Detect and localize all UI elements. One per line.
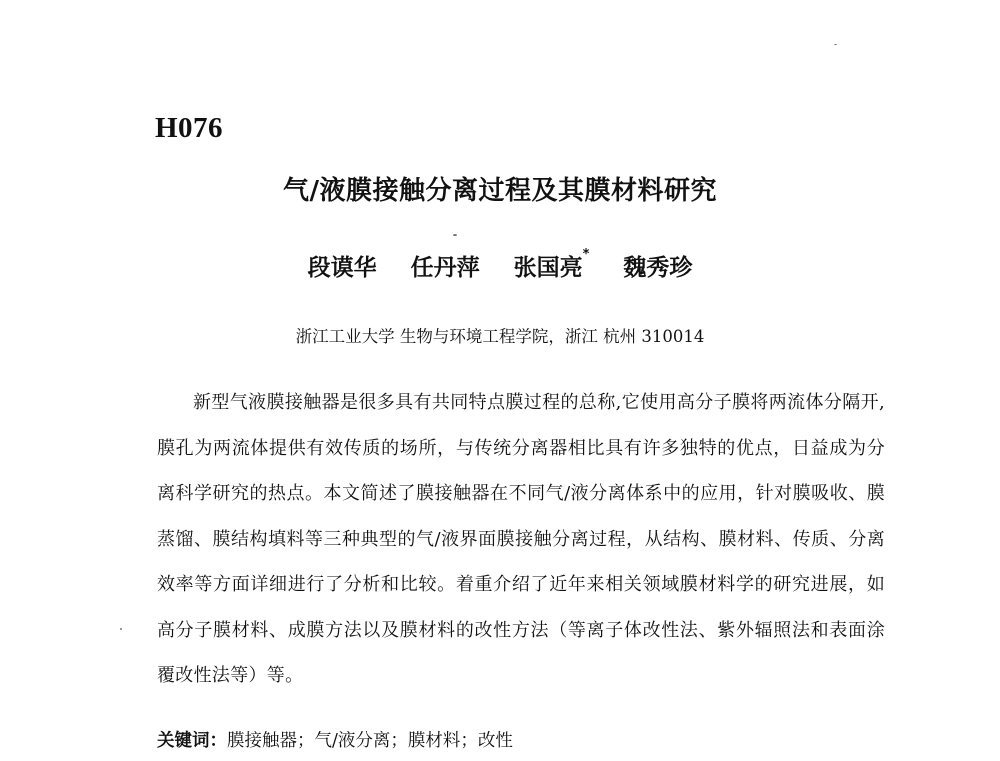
keywords-line [157, 727, 513, 752]
paper-code: H076 [155, 112, 224, 144]
corresponding-mark: * [582, 247, 590, 262]
scan-speck [453, 234, 457, 236]
affiliation: 浙江工业大学 生物与环境工程学院，浙江 杭州 310014 [295, 327, 705, 346]
author-name: 任丹萍 [410, 255, 480, 281]
author [308, 249, 377, 282]
scan-speck [120, 628, 122, 630]
author [514, 249, 590, 282]
author-list [0, 249, 1000, 282]
keywords-label: 关键词： [157, 731, 227, 751]
keywords-text: 膜接触器；气/液分离；膜材料；改性 [227, 731, 513, 751]
author [411, 249, 480, 282]
author-name: 段谟华 [307, 255, 377, 281]
paper-title: 气/液膜接触分离过程及其膜材料研究 [283, 176, 717, 206]
author [623, 249, 692, 282]
author-name: 张国亮 [513, 255, 583, 281]
abstract-body: 新型气液膜接触器是很多具有共同特点膜过程的总称,它使用高分子膜将两流体分隔开,膜孔为两流体提供有效传质的场所，与传统分离器相比具有许多独特的优点，日益成为分离科学研究的热点。本文简述了膜接触器在不同气/液分离体系中的应用，针对膜吸收、膜蒸馏、膜结构填料等三种典型的气/液界面膜接触分离过程，从结构、膜材料、传质、分离效率等方面详细进行了分析和比较。着重介绍了近年来相关领域膜材料学的研究进展，如高分子膜材料、成膜方法以及膜材料的改性方法（等离子体改性法、紫外辐照法和表面涂覆改性法等）等。 [157, 392, 885, 686]
scan-speck [834, 44, 837, 45]
author-name: 魏秀珍 [623, 255, 693, 281]
